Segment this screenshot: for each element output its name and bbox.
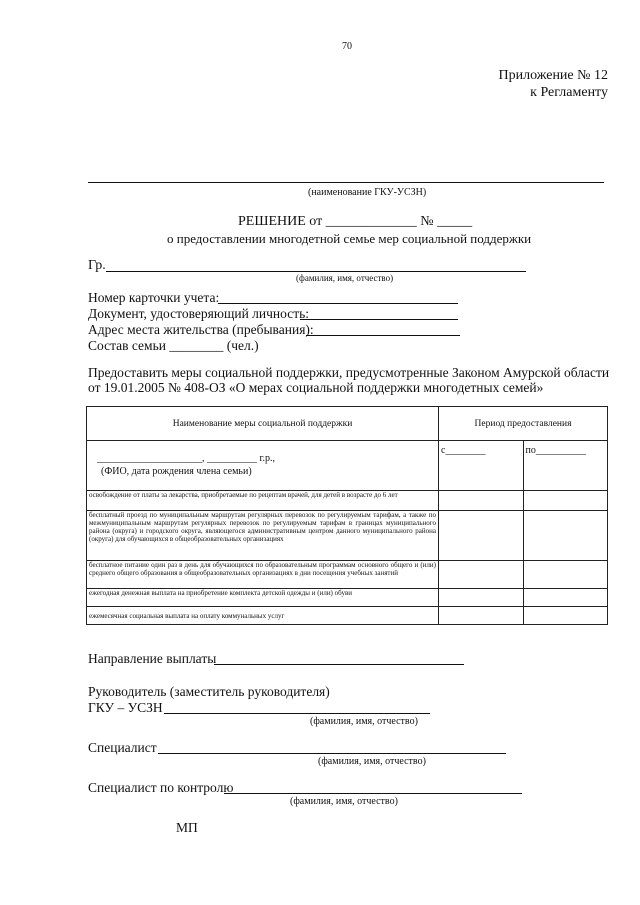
period-from-cell[interactable]: с________ (439, 441, 523, 491)
head-signature-line[interactable] (164, 713, 430, 714)
stamp-mark: МП (176, 820, 198, 835)
appendix-line2: к Регламенту (530, 85, 608, 100)
period-from-cell-3[interactable] (439, 561, 523, 589)
header-period: Период предоставления (439, 407, 608, 441)
provide-text-line1: Предоставить меры социальной поддержки, предусмотренные Законом Амурской области (88, 365, 610, 380)
specialist-label: Специалист (88, 740, 157, 755)
table-row (87, 491, 608, 511)
controller-label: Специалист по контролю (88, 780, 234, 795)
org-caption: (наименование ГКУ-УСЗН) (308, 187, 427, 198)
page-number: 70 (342, 41, 352, 52)
header-measure: Наименование меры социальной поддержки (87, 407, 439, 441)
measure-medicines: освобождение от платы за лекарства, приобретаемые по рецептам врачей, для детей в возрасте до 6 лет (87, 491, 439, 511)
id-document-line[interactable] (300, 319, 458, 320)
table-row (87, 561, 608, 589)
member-cell[interactable] (87, 441, 439, 491)
period-to-cell-4[interactable] (523, 589, 608, 607)
period-from-cell-5[interactable] (439, 607, 523, 625)
period-from-cell-1[interactable] (439, 491, 523, 511)
card-number-line[interactable] (218, 303, 458, 304)
table-row (87, 511, 608, 561)
citizen-label: Гр. (88, 258, 106, 273)
appendix-line1: Приложение № 12 (498, 68, 608, 83)
payment-direction-line[interactable] (214, 664, 464, 665)
controller-caption: (фамилия, имя, отчество) (290, 796, 398, 807)
head-caption: (фамилия, имя, отчество) (310, 716, 418, 727)
period-to-cell[interactable]: по__________ (523, 441, 608, 491)
period-to-cell-1[interactable] (523, 491, 608, 511)
head-title: Руководитель (заместитель руководителя) (88, 684, 330, 699)
address-line[interactable] (306, 335, 460, 336)
citizen-caption: (фамилия, имя, отчество) (296, 273, 394, 283)
table-header-row (87, 407, 608, 441)
address-label: Адрес места жительства (пребывания): (88, 322, 314, 337)
measure-transport: бесплатный проезд по муниципальным маршрутам регулярных перевозок по регулируемым тарифам, а также по межмуниципальным маршрутам регулярных перевозок по регулируемым тарифам в границах муниципального района (округа) и городского округа, являющегося административным центром данного муниципального района (округа) для обучающихся в общеобразовательных организациях (87, 511, 439, 561)
org-name-line (88, 182, 604, 183)
period-from-cell-2[interactable] (439, 511, 523, 561)
decision-subtitle: о предоставлении многодетной семье мер социальной поддержки (167, 231, 532, 246)
id-document-label: Документ, удостоверяющий личность: (88, 306, 310, 321)
support-measures-table (86, 406, 608, 625)
table-member-row (87, 441, 608, 491)
card-number-label: Номер карточки учета: (88, 290, 220, 305)
measure-clothing: ежегодная денежная выплата на приобретение комплекта детской одежды и (или) обуви (87, 589, 439, 607)
appendix-header (499, 67, 609, 101)
citizen-name-line[interactable] (106, 271, 526, 272)
period-to-cell-2[interactable] (523, 511, 608, 561)
measure-meals: бесплатное питание один раз в день для обучающихся по образовательным программам основного общего и (или) среднего общего образования в общеобразовательных организациях в дни посещения учебных занятий (87, 561, 439, 589)
period-from-cell-4[interactable] (439, 589, 523, 607)
member-caption: (ФИО, дата рождения члена семьи) (101, 466, 252, 477)
family-size-label: Состав семьи ________ (чел.) (88, 338, 259, 353)
period-to-cell-5[interactable] (523, 607, 608, 625)
specialist-signature-line[interactable] (158, 753, 506, 754)
member-line: _____________________, __________ г.р., (97, 453, 275, 464)
measure-utilities: ежемесячная социальная выплата на оплату коммунальных услуг (87, 607, 439, 625)
period-to-cell-3[interactable] (523, 561, 608, 589)
payment-direction-label: Направление выплаты (88, 651, 217, 666)
specialist-caption: (фамилия, имя, отчество) (318, 756, 426, 767)
table-row (87, 607, 608, 625)
head-org: ГКУ – УСЗН (88, 700, 163, 715)
provide-text-line2: от 19.01.2005 № 408-ОЗ «О мерах социальной поддержки многодетных семей» (88, 380, 544, 395)
controller-signature-line[interactable] (224, 793, 522, 794)
decision-title: РЕШЕНИЕ от _____________ № _____ (238, 214, 473, 229)
table-row (87, 589, 608, 607)
